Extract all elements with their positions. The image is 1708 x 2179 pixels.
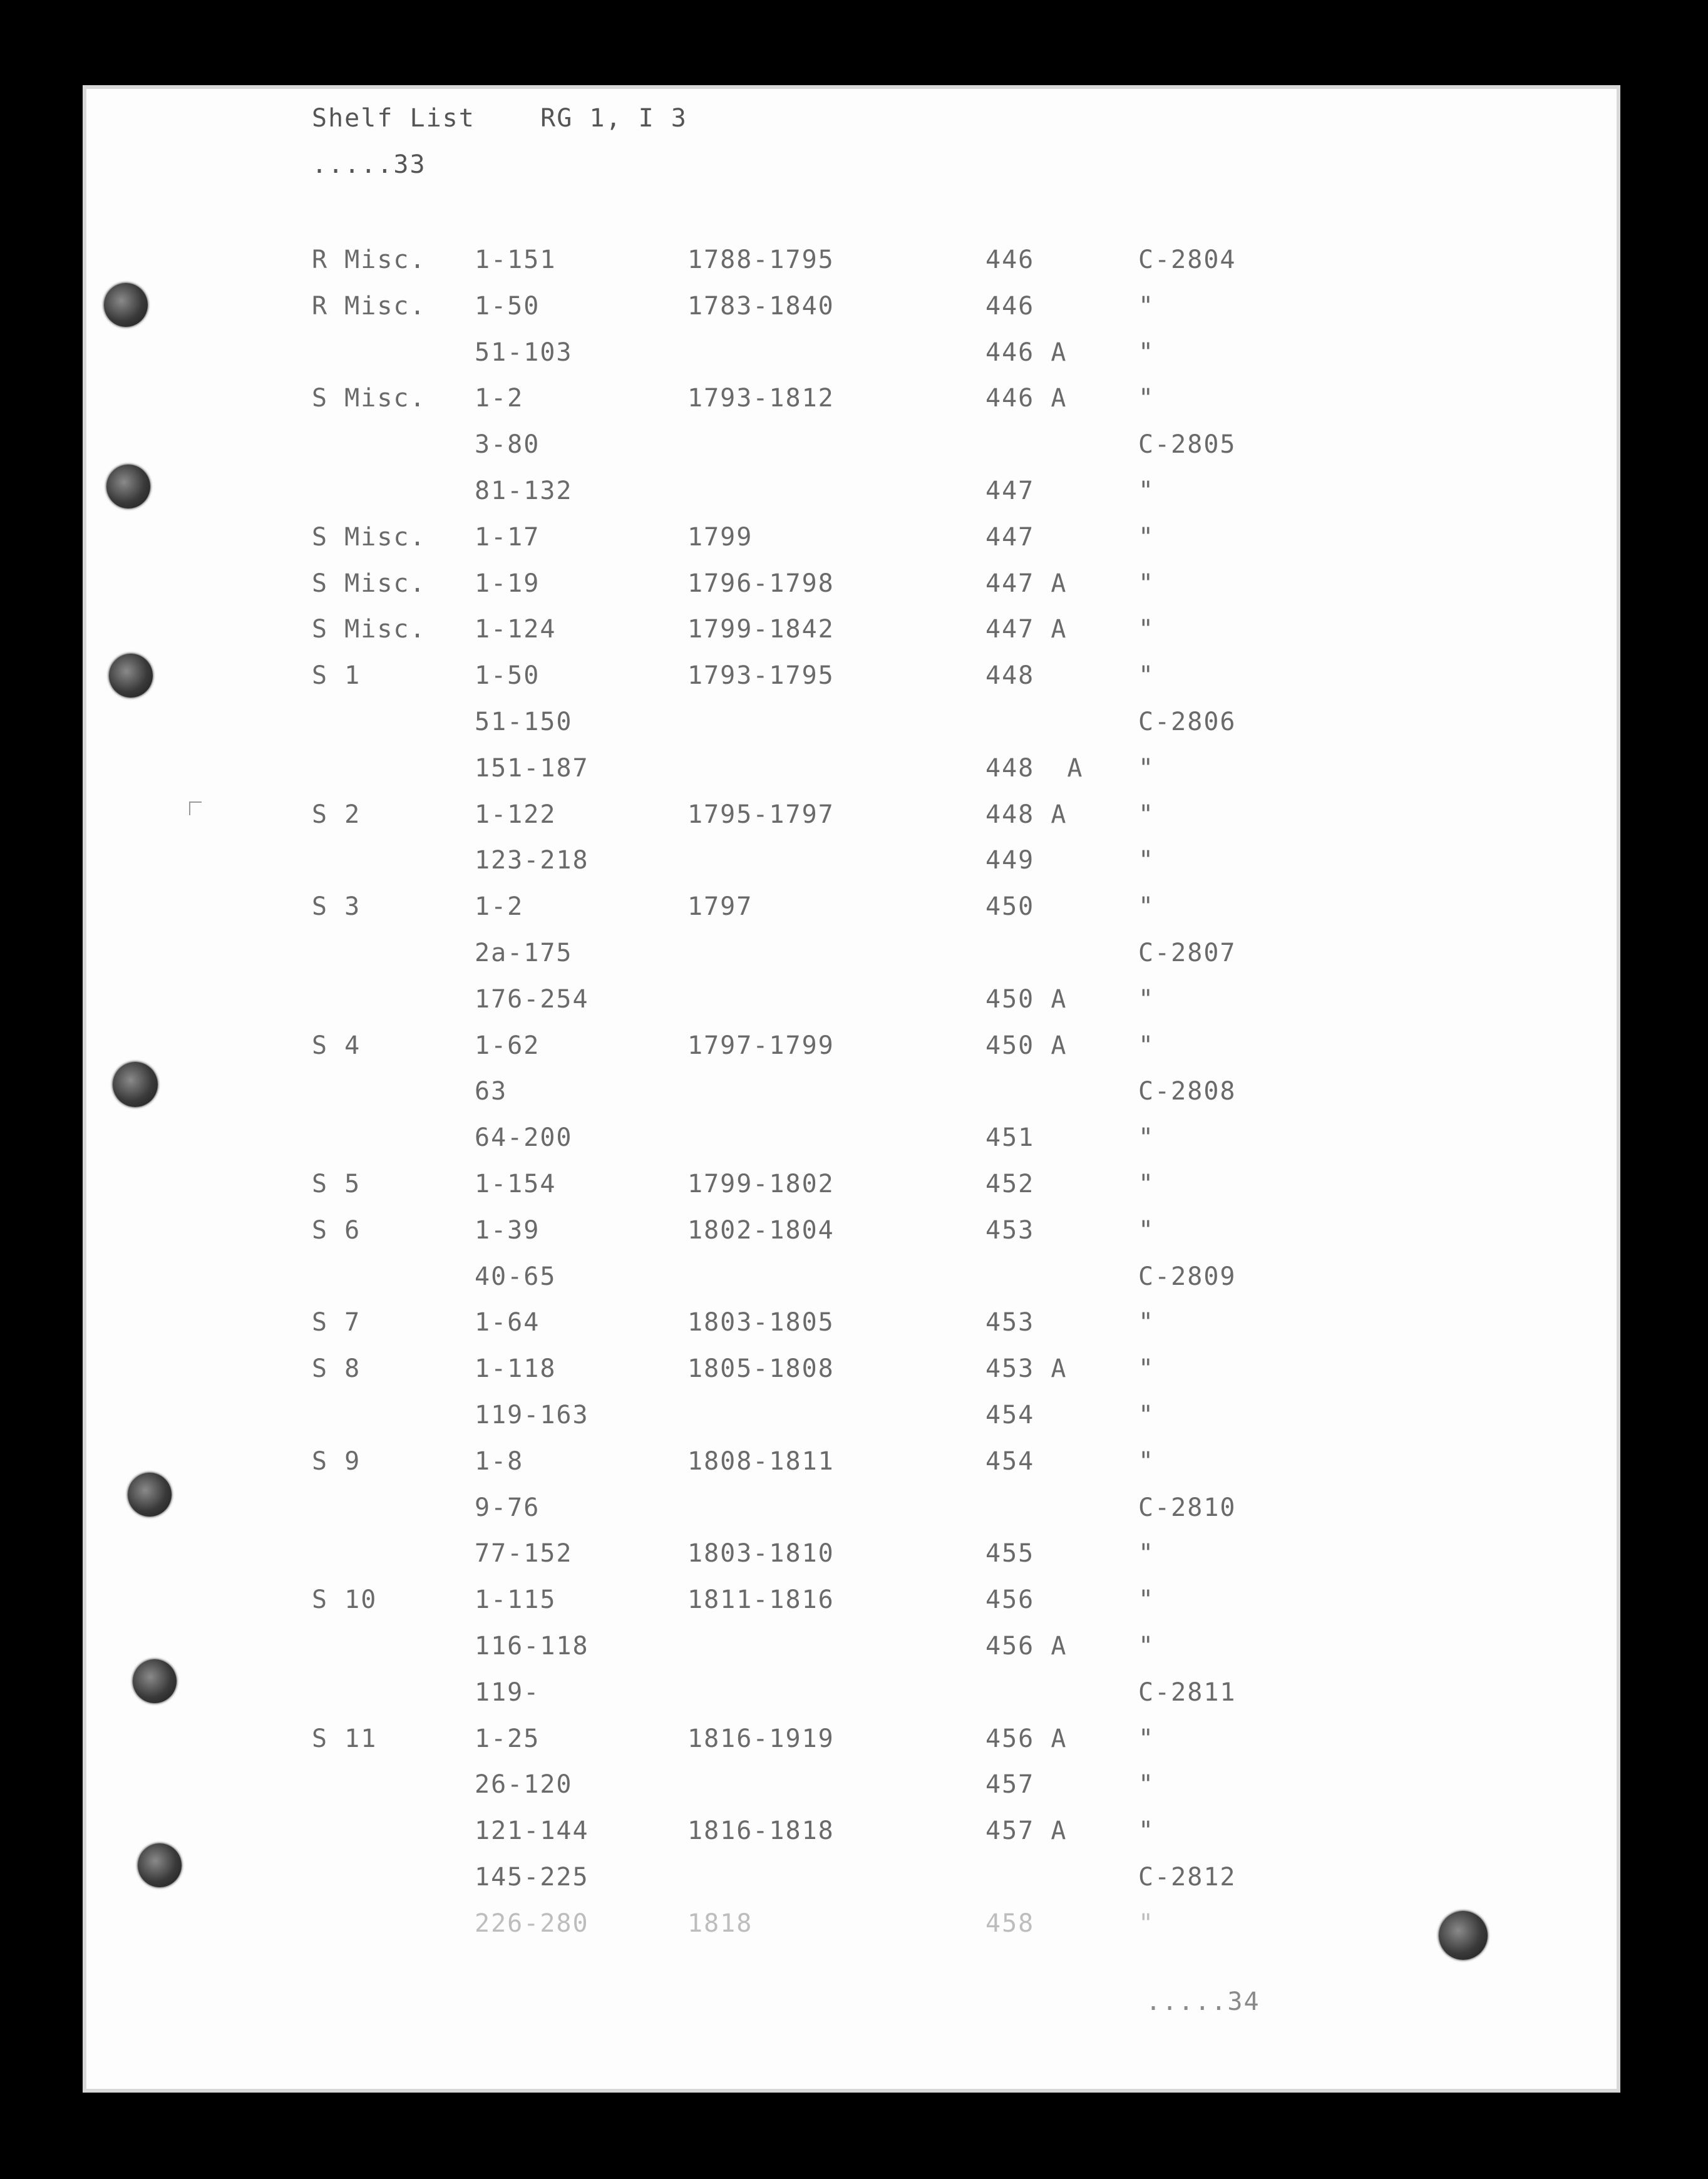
- cell-range: 119-163: [475, 1401, 589, 1429]
- cell-reel: ": [1138, 384, 1155, 413]
- cell-reel: C-2805: [1138, 430, 1237, 459]
- cell-vol: 450 A: [985, 985, 1068, 1014]
- punch-hole: [133, 1659, 177, 1703]
- cell-series: S Misc.: [312, 615, 426, 644]
- table-row: [86, 1354, 1617, 1392]
- cell-dates: 1816-1818: [687, 1816, 835, 1845]
- cell-range: 1-151: [475, 245, 557, 274]
- cell-vol: 450: [985, 892, 1035, 921]
- table-row: [86, 708, 1617, 745]
- cell-series: S 6: [312, 1216, 361, 1245]
- cell-range: 121-144: [475, 1816, 589, 1845]
- table-row: [86, 1447, 1617, 1485]
- cell-range: 119-: [475, 1678, 540, 1707]
- cell-range: 77-152: [475, 1539, 573, 1568]
- cell-reel: ": [1138, 615, 1155, 644]
- cell-dates: 1799-1842: [687, 615, 835, 644]
- cell-vol: 456 A: [985, 1632, 1068, 1661]
- table-row: [86, 1909, 1617, 1947]
- punch-hole: [106, 465, 150, 508]
- table-row: [86, 1724, 1617, 1762]
- table-row: [86, 1770, 1617, 1808]
- cell-vol: 448 A: [985, 800, 1068, 829]
- cell-dates: 1795-1797: [687, 800, 835, 829]
- cell-reel: ": [1138, 1170, 1155, 1198]
- table-row: [86, 985, 1617, 1023]
- cell-range: 1-64: [475, 1308, 540, 1337]
- table-row: [86, 384, 1617, 421]
- cell-dates: 1802-1804: [687, 1216, 835, 1245]
- cell-dates: 1805-1808: [687, 1354, 835, 1383]
- table-row: [86, 1816, 1617, 1854]
- cell-reel: ": [1138, 1539, 1155, 1568]
- table-row: [86, 1678, 1617, 1716]
- cell-reel: C-2808: [1138, 1077, 1237, 1106]
- table-row: [86, 1308, 1617, 1346]
- cell-vol: 454: [985, 1401, 1035, 1429]
- cell-range: 1-25: [475, 1724, 540, 1753]
- cell-vol: 453: [985, 1216, 1035, 1245]
- cell-series: S 2: [312, 800, 361, 829]
- cell-series: S 10: [312, 1585, 378, 1614]
- shelf-list-title: Shelf List RG 1, I 3: [312, 104, 687, 133]
- cell-series: S Misc.: [312, 523, 426, 552]
- cell-range: 64-200: [475, 1123, 573, 1152]
- cell-reel: C-2807: [1138, 939, 1237, 967]
- table-row: [86, 569, 1617, 607]
- cell-reel: ": [1138, 1123, 1155, 1152]
- cell-range: 1-19: [475, 569, 540, 598]
- cell-reel: C-2806: [1138, 708, 1237, 736]
- cell-range: 51-103: [475, 338, 573, 367]
- table-row: [86, 1123, 1617, 1161]
- cell-vol: 454: [985, 1447, 1035, 1476]
- cell-series: S 11: [312, 1724, 378, 1753]
- cell-dates: 1793-1812: [687, 384, 835, 413]
- cell-reel: ": [1138, 292, 1155, 321]
- cell-range: 1-122: [475, 800, 557, 829]
- cell-reel: ": [1138, 661, 1155, 690]
- table-row: [86, 523, 1617, 560]
- cell-dates: 1799: [687, 523, 753, 552]
- cell-range: 1-115: [475, 1585, 557, 1614]
- cell-reel: ": [1138, 523, 1155, 552]
- table-row: [86, 939, 1617, 976]
- cell-vol: 453 A: [985, 1354, 1068, 1383]
- table-row: [86, 430, 1617, 468]
- cell-reel: ": [1138, 1447, 1155, 1476]
- cell-range: 1-39: [475, 1216, 540, 1245]
- table-row: [86, 1585, 1617, 1623]
- cell-vol: 446: [985, 245, 1035, 274]
- cell-range: 1-2: [475, 384, 524, 413]
- cell-dates: 1811-1816: [687, 1585, 835, 1614]
- cell-range: 1-2: [475, 892, 524, 921]
- cell-reel: ": [1138, 1909, 1155, 1938]
- page-sequence-marker: .....33: [312, 150, 426, 179]
- cell-reel: ": [1138, 1632, 1155, 1661]
- cell-series: S Misc.: [312, 384, 426, 413]
- cell-series: R Misc.: [312, 245, 426, 274]
- cell-reel: ": [1138, 1401, 1155, 1429]
- cell-vol: 447 A: [985, 569, 1068, 598]
- cell-reel: ": [1138, 476, 1155, 505]
- cell-dates: 1783-1840: [687, 292, 835, 321]
- table-row: [86, 1216, 1617, 1254]
- cell-dates: 1816-1919: [687, 1724, 835, 1753]
- punch-hole: [104, 283, 148, 327]
- cell-reel: C-2810: [1138, 1493, 1237, 1522]
- table-row: [86, 1632, 1617, 1669]
- cell-vol: 446: [985, 292, 1035, 321]
- cell-vol: 447: [985, 523, 1035, 552]
- cell-range: 1-124: [475, 615, 557, 644]
- cell-range: 1-62: [475, 1031, 540, 1060]
- margin-mark: [189, 801, 202, 815]
- cell-range: 40-65: [475, 1262, 557, 1291]
- cell-range: 81-132: [475, 476, 573, 505]
- cell-series: S 3: [312, 892, 361, 921]
- cell-range: 51-150: [475, 708, 573, 736]
- cell-vol: 458: [985, 1909, 1035, 1938]
- cell-reel: ": [1138, 1308, 1155, 1337]
- cell-vol: 456 A: [985, 1724, 1068, 1753]
- cell-reel: ": [1138, 1031, 1155, 1060]
- cell-dates: 1797: [687, 892, 753, 921]
- cell-range: 9-76: [475, 1493, 540, 1522]
- cell-vol: 449: [985, 846, 1035, 875]
- table-row: [86, 1539, 1617, 1577]
- table-row: [86, 1493, 1617, 1531]
- cell-range: 151-187: [475, 754, 589, 783]
- cell-dates: 1793-1795: [687, 661, 835, 690]
- document-page: [83, 85, 1620, 2093]
- cell-vol: 457 A: [985, 1816, 1068, 1845]
- cell-reel: ": [1138, 1216, 1155, 1245]
- cell-series: S 9: [312, 1447, 361, 1476]
- table-row: [86, 1031, 1617, 1069]
- cell-vol: 446 A: [985, 384, 1068, 413]
- table-row: [86, 1863, 1617, 1900]
- cell-range: 1-50: [475, 292, 540, 321]
- table-row: [86, 800, 1617, 838]
- cell-vol: 446 A: [985, 338, 1068, 367]
- cell-reel: ": [1138, 1816, 1155, 1845]
- cell-reel: C-2811: [1138, 1678, 1237, 1707]
- cell-range: 1-154: [475, 1170, 557, 1198]
- cell-dates: 1808-1811: [687, 1447, 835, 1476]
- table-row: [86, 1262, 1617, 1300]
- cell-vol: 452: [985, 1170, 1035, 1198]
- cell-range: 1-118: [475, 1354, 557, 1383]
- cell-range: 1-8: [475, 1447, 524, 1476]
- cell-series: S 8: [312, 1354, 361, 1383]
- cell-vol: 447 A: [985, 615, 1068, 644]
- cell-range: 2a-175: [475, 939, 573, 967]
- continuation-marker: .....34: [1146, 1987, 1260, 2016]
- cell-series: S 7: [312, 1308, 361, 1337]
- cell-series: S Misc.: [312, 569, 426, 598]
- cell-reel: ": [1138, 846, 1155, 875]
- cell-reel: ": [1138, 1585, 1155, 1614]
- cell-dates: 1799-1802: [687, 1170, 835, 1198]
- cell-reel: ": [1138, 1354, 1155, 1383]
- cell-vol: 450 A: [985, 1031, 1068, 1060]
- table-row: [86, 661, 1617, 699]
- cell-dates: 1788-1795: [687, 245, 835, 274]
- cell-reel: C-2812: [1138, 1863, 1237, 1892]
- punch-hole: [138, 1843, 182, 1887]
- cell-vol: 453: [985, 1308, 1035, 1337]
- cell-dates: 1796-1798: [687, 569, 835, 598]
- cell-vol: 447: [985, 476, 1035, 505]
- cell-range: 1-17: [475, 523, 540, 552]
- table-row: [86, 1077, 1617, 1115]
- table-row: [86, 1401, 1617, 1438]
- cell-reel: C-2804: [1138, 245, 1237, 274]
- cell-dates: 1803-1810: [687, 1539, 835, 1568]
- punch-hole: [1439, 1911, 1488, 1960]
- table-row: [86, 1170, 1617, 1207]
- cell-reel: ": [1138, 754, 1155, 783]
- cell-series: S 1: [312, 661, 361, 690]
- cell-range: 145-225: [475, 1863, 589, 1892]
- cell-reel: ": [1138, 569, 1155, 598]
- table-row: [86, 292, 1617, 329]
- table-row: [86, 338, 1617, 376]
- cell-range: 116-118: [475, 1632, 589, 1661]
- punch-hole: [113, 1062, 158, 1107]
- punch-hole: [128, 1473, 172, 1517]
- cell-dates: 1797-1799: [687, 1031, 835, 1060]
- table-row: [86, 615, 1617, 652]
- table-row: [86, 245, 1617, 283]
- cell-vol: 451: [985, 1123, 1035, 1152]
- cell-range: 226-280: [475, 1909, 589, 1938]
- cell-vol: 457: [985, 1770, 1035, 1799]
- punch-hole: [109, 654, 153, 698]
- cell-reel: ": [1138, 892, 1155, 921]
- cell-series: S 4: [312, 1031, 361, 1060]
- cell-vol: 455: [985, 1539, 1035, 1568]
- cell-reel: ": [1138, 1724, 1155, 1753]
- cell-range: 3-80: [475, 430, 540, 459]
- cell-dates: 1818: [687, 1909, 753, 1938]
- cell-range: 1-50: [475, 661, 540, 690]
- cell-dates: 1803-1805: [687, 1308, 835, 1337]
- cell-reel: ": [1138, 985, 1155, 1014]
- cell-series: S 5: [312, 1170, 361, 1198]
- cell-reel: C-2809: [1138, 1262, 1237, 1291]
- cell-range: 123-218: [475, 846, 589, 875]
- table-row: [86, 476, 1617, 514]
- table-row: [86, 846, 1617, 883]
- cell-vol: 448 A: [985, 754, 1084, 783]
- table-row: [86, 892, 1617, 930]
- cell-reel: ": [1138, 800, 1155, 829]
- cell-vol: 456: [985, 1585, 1035, 1614]
- cell-reel: ": [1138, 1770, 1155, 1799]
- cell-range: 63: [475, 1077, 508, 1106]
- cell-reel: ": [1138, 338, 1155, 367]
- cell-range: 176-254: [475, 985, 589, 1014]
- cell-vol: 448: [985, 661, 1035, 690]
- table-row: [86, 754, 1617, 791]
- cell-series: R Misc.: [312, 292, 426, 321]
- cell-range: 26-120: [475, 1770, 573, 1799]
